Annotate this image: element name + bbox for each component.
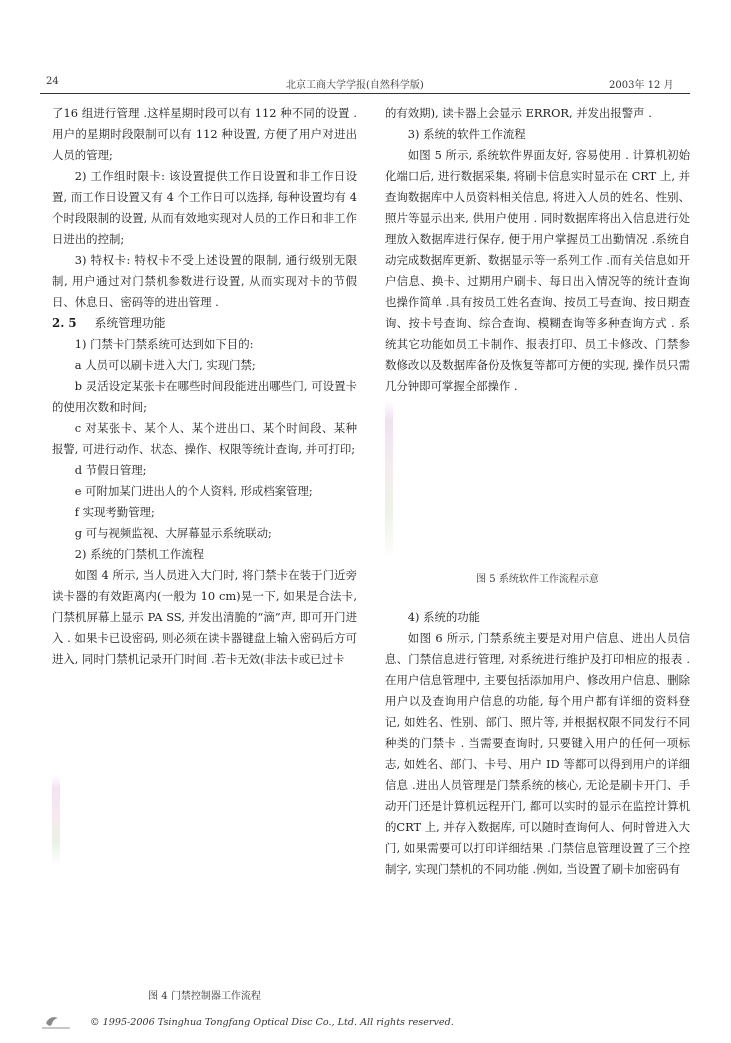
- section-title: 系统管理功能: [94, 316, 166, 330]
- subheading: 3) 系统的软件工作流程: [407, 127, 526, 141]
- copyright-text: © 1995-2006 Tsinghua Tongfang Optical Disc Co., Ltd. All rights reserved.: [90, 1017, 454, 1028]
- list-item: d 节假日管理;: [74, 463, 147, 477]
- page-number: 24: [46, 76, 59, 87]
- figure-4-caption: 图 4 门禁控制器工作流程: [148, 991, 261, 1002]
- paragraph: 2) 工作组时限卡: 该设置提供工作日设置和非工作日设置, 而工作日设置又有 4 个工作日可以选择, 每种设置均有 4 个时段限制的设置, 从而有效地实现对人员的工作日和非工作日进出的控制;: [52, 169, 357, 246]
- list-item: 1) 门禁卡门禁系统可达到如下目的:: [74, 337, 254, 351]
- journal-title: 北京工商大学学报(自然科学版): [286, 80, 424, 91]
- paragraph: 如图 4 所示, 当人员进入大门时, 将门禁卡在装于门近旁读卡器的有效距离内(一般为 10 cm)晃一下, 如果是合法卡, 门禁机屏幕上显示 PA SS, 并发出清脆的“滴”声, 即可开门进入 . 如果卡已设密码, 则必须在读卡器键盘上输入密码后方可进入, 同时门禁机记录开门时间 .若卡无效(非法卡或已过卡: [52, 568, 357, 666]
- publisher-logo-icon: [40, 1013, 74, 1031]
- list-item: f 实现考勤管理;: [74, 505, 155, 519]
- list-item: e 可附加某门进出人的个人资料, 形成档案管理;: [74, 484, 313, 498]
- paragraph: 了16 组进行管理 .这样星期时段可以有 112 种不同的设置 .用户的星期时段限制可以有 112 种设置, 方便了用户对进出人员的管理;: [52, 106, 357, 162]
- section-number: 2. 5: [52, 316, 77, 330]
- paragraph: 的有效期), 读卡器上会显示 ERROR, 并发出报警声 .: [385, 106, 652, 120]
- figure-5: [385, 397, 690, 607]
- header-rule: [40, 93, 690, 94]
- figure-5-caption: 图 5 系统软件工作流程示意: [476, 574, 599, 585]
- left-column: [52, 103, 357, 670]
- subheading: 2) 系统的门禁机工作流程: [74, 547, 205, 561]
- paragraph: 如图 6 所示, 门禁系统主要是对用户信息、进出人员信息、门禁信息进行管理, 对系统进行维护及打印相应的报表 .在用户信息管理中, 主要包括添加用户、修改用户信息、删除用户以及查询用户信息的功能, 每个用户都有详细的资料登记, 如姓名、性别、部门、照片等, 并根据权限不同发行不同种类的门禁卡 . 当需要查询时, 只要键入用户的任何一项标志, 如姓名、部门、卡号、用户 ID 等都可以得到用户的详细信息 .进出人员管理是门禁系统的核心, 无论是刷卡开门、手动开门还是计算机远程开门, 都可以实时的显示在监控计算机的CRT 上, 并存入数据库, 可以随时查询何人、何时曾进入大门, 如果需要可以打印详细结果 .门禁信息管理设置了三个控制字, 实现门禁机的不同功能 .例如, 当设置了刷卡加密码有: [385, 631, 690, 876]
- figure-4-scan-fragment: [52, 775, 60, 865]
- issue-date: 2003年 12 月: [609, 80, 674, 91]
- list-item: a 人员可以刷卡进入大门, 实现门禁;: [74, 358, 256, 372]
- running-header: [40, 74, 690, 92]
- figure-5-scan-fragment: [385, 401, 393, 561]
- subheading: 4) 系统的功能: [407, 610, 481, 624]
- figure-4: [52, 770, 357, 1012]
- paragraph: 3) 特权卡: 特权卡不受上述设置的限制, 通行级别无限制, 用户通过对门禁机参数进行设置, 从而实现对卡的节假日、休息日、密码等的进出管理 .: [52, 253, 357, 309]
- list-item: b 灵活设定某张卡在哪些时间段能进出哪些门, 可设置卡的使用次数和时间;: [52, 379, 357, 414]
- paragraph: 如图 5 所示, 系统软件界面友好, 容易使用 . 计算机初始化端口后, 进行数据采集, 将刷卡信息实时显示在 CRT 上, 并查询数据库中人员资料相关信息, 将进入人员的姓名、性别、照片等显示出来, 供用户使用 . 同时数据库将出入信息进行处理放入数据库进行保存, 便于用户掌握员工出勤情况 .系统自动完成数据库更新、数据显示等一系列工作 .而有关信息如开户信息、换卡、过期用户刷卡、每日出入情况等的统计查询也操作简单 .具有按员工姓名查询、按员工号查询、按日期查询、按卡号查询、综合查询、模糊查询等多种查询方式 . 系统其它功能如员工卡制作、报表打印、员工卡修改、门禁参数修改以及数据库备份及恢复等都可方便的实现, 操作员只需几分钟即可掌握全部操作 .: [385, 148, 690, 393]
- list-item: g 可与视频监视、大屏幕显示系统联动;: [74, 526, 272, 540]
- footer: [40, 1013, 700, 1033]
- right-column: [385, 103, 690, 880]
- section-heading: [52, 313, 357, 334]
- list-item: c 对某张卡、某个人、某个进出口、某个时间段、某种报警, 可进行动作、状态、操作、权限等统计查询, 并可打印;: [52, 421, 357, 456]
